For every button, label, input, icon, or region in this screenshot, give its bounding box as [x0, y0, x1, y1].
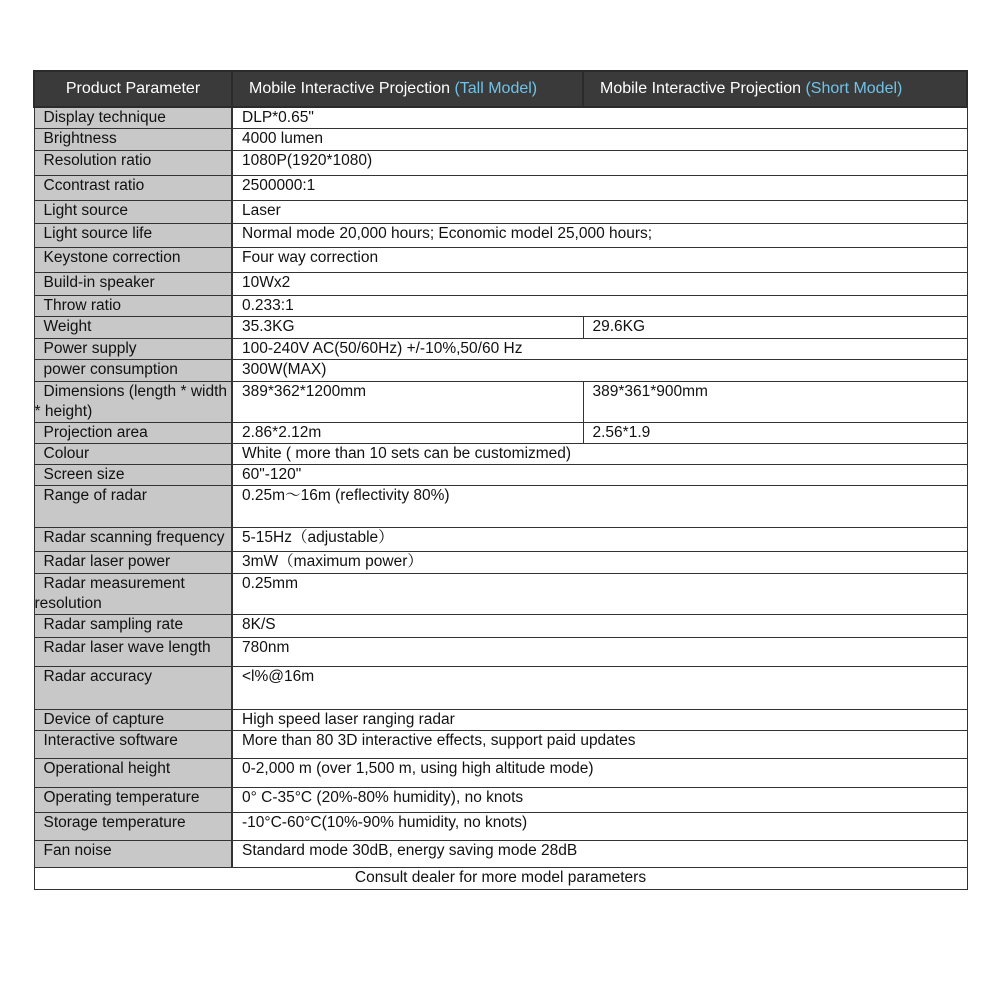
spec-row [34, 444, 967, 465]
param-name: Storage temperature [34, 813, 232, 841]
tall-value: 0.233:1 [232, 296, 967, 317]
param-name: Interactive software [34, 731, 232, 759]
tall-value: 5-15Hz（adjustable） [232, 528, 967, 552]
tall-value: High speed laser ranging radar [232, 710, 967, 731]
header-short-suffix: (Short Model) [805, 80, 903, 97]
tall-value: 0.25mm [232, 574, 967, 615]
tall-value: 8K/S [232, 615, 967, 638]
short-value: 29.6KG [583, 317, 967, 339]
tall-value: 0-2,000 m (over 1,500 m, using high altitude mode) [232, 759, 967, 788]
spec-row [34, 813, 967, 841]
param-name: Radar measurement resolution [34, 574, 232, 615]
param-name: Ccontrast ratio [34, 176, 232, 201]
header-product-parameter: Product Parameter [34, 71, 232, 107]
footer-note: Consult dealer for more model parameters [34, 868, 967, 890]
spec-row [34, 317, 967, 339]
spec-row [34, 201, 967, 224]
param-name: Power supply [34, 339, 232, 360]
spec-row [34, 129, 967, 151]
footer-row [34, 868, 967, 890]
tall-value: 389*362*1200mm [232, 382, 583, 423]
spec-row [34, 788, 967, 813]
param-name: Operating temperature [34, 788, 232, 813]
param-name: Light source life [34, 224, 232, 248]
tall-value: White ( more than 10 sets can be customizmed) [232, 444, 967, 465]
param-name: Keystone correction [34, 248, 232, 273]
header-tall-suffix: (Tall Model) [454, 80, 538, 97]
tall-value: 0.25m～16m (reflectivity 80%) [232, 486, 967, 528]
spec-row [34, 615, 967, 638]
spec-row [34, 296, 967, 317]
param-name: Dimensions (length * width * height) [34, 382, 232, 423]
param-name: Radar laser power [34, 552, 232, 574]
param-name: Operational height [34, 759, 232, 788]
spec-row [34, 176, 967, 201]
short-value: 2.56*1.9 [583, 423, 967, 444]
spec-row [34, 486, 967, 528]
param-name: Radar scanning frequency [34, 528, 232, 552]
tall-value: 60"-120" [232, 465, 967, 486]
param-name: Projection area [34, 423, 232, 444]
param-name: Weight [34, 317, 232, 339]
spec-row [34, 638, 967, 667]
spec-row [34, 841, 967, 868]
spec-row [34, 339, 967, 360]
tall-value: Standard mode 30dB, energy saving mode 28dB [232, 841, 967, 868]
spec-row [34, 528, 967, 552]
spec-row [34, 731, 967, 759]
spec-row [34, 382, 967, 423]
param-name: Radar accuracy [34, 667, 232, 710]
param-name: power consumption [34, 360, 232, 382]
param-name: Radar sampling rate [34, 615, 232, 638]
tall-value: 1080P(1920*1080) [232, 151, 967, 176]
header-tall-model [232, 71, 583, 107]
param-name: Screen size [34, 465, 232, 486]
spec-row [34, 151, 967, 176]
spec-row [34, 574, 967, 615]
spec-row [34, 710, 967, 731]
tall-value: Laser [232, 201, 967, 224]
header-short-prefix: Mobile Interactive Projection [600, 80, 806, 97]
param-name: Light source [34, 201, 232, 224]
spec-row [34, 465, 967, 486]
param-name: Build-in speaker [34, 273, 232, 296]
tall-value: 3mW（maximum power） [232, 552, 967, 574]
param-name: Display technique [34, 107, 232, 129]
tall-value: <l%@16m [232, 667, 967, 710]
spec-row [34, 552, 967, 574]
param-name: Resolution ratio [34, 151, 232, 176]
tall-value: 0° C-35°C (20%-80% humidity), no knots [232, 788, 967, 813]
spec-row [34, 360, 967, 382]
param-name: Radar laser wave length [34, 638, 232, 667]
header-tall-prefix: Mobile Interactive Projection [249, 80, 455, 97]
short-value: 389*361*900mm [583, 382, 967, 423]
spec-row [34, 248, 967, 273]
spec-row [34, 759, 967, 788]
spec-row [34, 667, 967, 710]
tall-value: DLP*0.65" [232, 107, 967, 129]
param-name: Brightness [34, 129, 232, 151]
spec-table [33, 70, 968, 890]
spec-row [34, 107, 967, 129]
tall-value: 2500000:1 [232, 176, 967, 201]
param-name: Fan noise [34, 841, 232, 868]
param-name: Throw ratio [34, 296, 232, 317]
tall-value: 4000 lumen [232, 129, 967, 151]
tall-value: Four way correction [232, 248, 967, 273]
spec-row [34, 423, 967, 444]
tall-value: 10Wx2 [232, 273, 967, 296]
tall-value: More than 80 3D interactive effects, support paid updates [232, 731, 967, 759]
header-short-model [583, 71, 967, 107]
spec-row [34, 273, 967, 296]
param-name: Colour [34, 444, 232, 465]
spec-body [34, 107, 967, 868]
tall-value: 100-240V AC(50/60Hz) +/-10%,50/60 Hz [232, 339, 967, 360]
tall-value: 300W(MAX) [232, 360, 967, 382]
header-row [34, 71, 967, 107]
tall-value: -10°C-60°C(10%-90% humidity, no knots) [232, 813, 967, 841]
param-name: Range of radar [34, 486, 232, 528]
tall-value: 2.86*2.12m [232, 423, 583, 444]
param-name: Device of capture [34, 710, 232, 731]
spec-row [34, 224, 967, 248]
tall-value: Normal mode 20,000 hours; Economic model 25,000 hours; [232, 224, 967, 248]
tall-value: 780nm [232, 638, 967, 667]
tall-value: 35.3KG [232, 317, 583, 339]
